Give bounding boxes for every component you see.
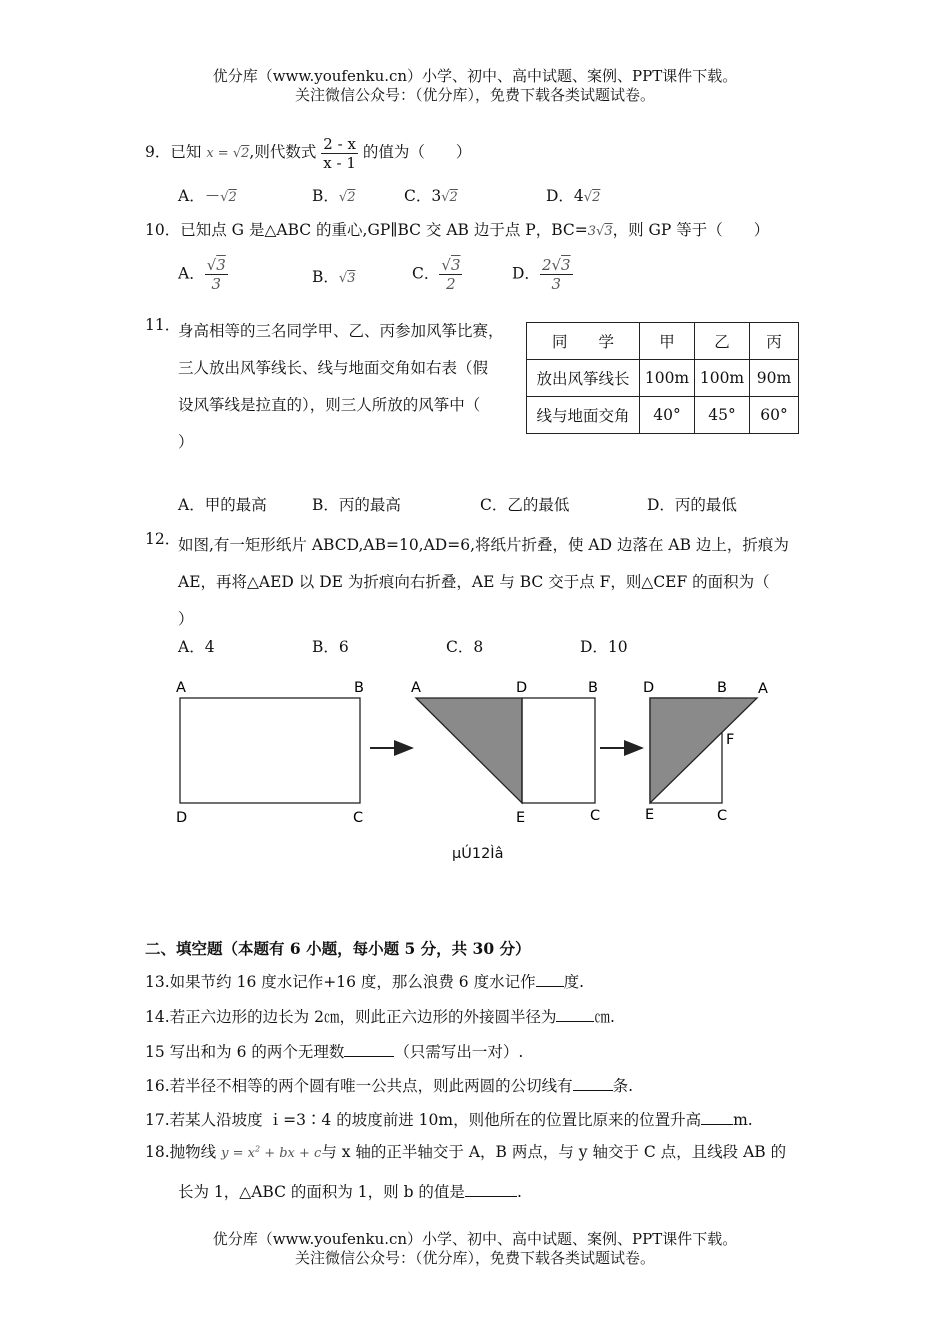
fig1-label-a: A [176, 680, 186, 696]
q18-expression: $y = x^2$ + bx + c [221, 1144, 322, 1161]
fig1-rectangle [180, 698, 360, 803]
q9-condition: x = √2 [206, 146, 250, 161]
q9-option-a[interactable]: A．－√2 [178, 187, 237, 205]
q12-option-d[interactable]: D．10 [580, 638, 628, 656]
q10-option-a[interactable]: A． $\frac{√3}{3}$ [178, 256, 226, 293]
q9-fraction: $\frac{2 - x}{x - 1}$ [323, 134, 356, 172]
q10-text: 已知点 G 是△ABC 的重心,GP∥BC 交 AB 边于点 P，BC= [180, 221, 588, 239]
table-cell: 100m [640, 360, 695, 397]
table-header-row [527, 323, 799, 360]
header-line-2: 关注微信公众号：（优分库），免费下载各类试题试卷。 [294, 86, 655, 104]
q18-answer-blank[interactable] [465, 1182, 517, 1197]
fig1-label-b: B [354, 680, 364, 696]
question-18: 18.抛物线 $y = x^2$ + bx + c与 x 轴的正半轴交于 A，B 两点，与 y 轴交于 C 点，且线段 AB 的 [145, 1143, 787, 1161]
q12-text: 如图,有一矩形纸片 ABCD,AB=10,AD=6,将纸片折叠，使 AD 边落在 AB 边上，折痕为 AE，再将△AED 以 DE 为折痕向右折叠，AE 与 BC 交于点 F，则△CEF 的面积为（ ） [178, 536, 789, 628]
fig2-rectangle [522, 698, 595, 803]
table-cell: 40° [640, 397, 695, 434]
question-13: 13.如果节约 16 度水记作+16 度，那么浪费 6 度水记作 度. [145, 973, 585, 991]
q11-option-b[interactable]: B．丙的最高 [312, 496, 401, 514]
q9-mid: ,则代数式 [249, 143, 317, 161]
q9-number: 9． [145, 143, 171, 161]
fig3-label-a: A [758, 681, 768, 697]
table-header-cell: 甲 [640, 323, 695, 360]
fig2-shaded-triangle [416, 698, 522, 803]
page-footer [0, 1230, 950, 1268]
q14-answer-blank[interactable] [556, 1007, 594, 1022]
table-row [527, 397, 799, 434]
q12-figure [0, 670, 950, 870]
q11-option-c[interactable]: C．乙的最低 [480, 496, 570, 514]
footer-line-2: 关注微信公众号：（优分库），免费下载各类试题试卷。 [294, 1249, 655, 1267]
page-header [0, 67, 950, 105]
fig2-label-a: A [411, 680, 421, 696]
table-cell: 100m [695, 360, 750, 397]
q10-option-b[interactable]: B．√3 [312, 268, 356, 286]
q9-option-d[interactable]: D．4√2 [546, 187, 601, 205]
footer-line-1: 优分库（www.youfenku.cn）小学、初中、高中试题、案例、PPT课件下载。 [212, 1230, 738, 1248]
fig1-label-d: D [176, 810, 188, 826]
q9-post: 的值为（ ） [362, 143, 472, 161]
q11-option-d[interactable]: D．丙的最低 [647, 496, 737, 514]
fig3-label-f: F [726, 732, 735, 748]
q15-answer-blank[interactable] [344, 1042, 394, 1057]
fig3-label-b: B [717, 680, 727, 696]
question-15: 15 写出和为 6 的两个无理数 （只需写出一对）. [145, 1043, 524, 1061]
q12-option-c[interactable]: C．8 [446, 638, 484, 656]
figure-caption: µÚ12Ìâ [452, 846, 504, 862]
table-header-cell: 同 学 [527, 323, 640, 360]
q10-option-d[interactable]: D． $\frac{2√3}{3}$ [512, 256, 571, 293]
q17-answer-blank[interactable] [701, 1110, 733, 1125]
question-18-line-2: 长为 1，△ABC 的面积为 1，则 b 的值是 . [178, 1183, 522, 1201]
header-line-1: 优分库（www.youfenku.cn）小学、初中、高中试题、案例、PPT课件下载。 [212, 67, 738, 85]
fig1-label-c: C [353, 810, 364, 826]
q11-table [526, 322, 799, 434]
q9-option-b[interactable]: B．√2 [312, 187, 356, 205]
fig3-shaded-triangle [650, 698, 757, 803]
table-header-cell: 乙 [695, 323, 750, 360]
table-header-cell: 丙 [750, 323, 799, 360]
question-16: 16.若半径不相等的两个圆有唯一公共点，则此两圆的公切线有 条. [145, 1077, 634, 1095]
table-cell: 45° [695, 397, 750, 434]
q11-option-a[interactable]: A．甲的最高 [178, 496, 267, 514]
q12-number: 12． [145, 530, 181, 548]
fig3-label-d: D [643, 680, 655, 696]
q11-number: 11． [145, 316, 181, 334]
fig3-label-e: E [645, 807, 655, 823]
q12-option-b[interactable]: B．6 [312, 638, 349, 656]
q9-option-c[interactable]: C．3√2 [404, 187, 458, 205]
fig2-label-b: B [588, 680, 598, 696]
q12-option-a[interactable]: A．4 [178, 638, 215, 656]
question-10 [145, 218, 769, 240]
table-cell: 线与地面交角 [527, 397, 640, 434]
q9-pre: 已知 [170, 143, 202, 161]
question-14: 14.若正六边形的边长为 2㎝，则此正六边形的外接圆半径为 ㎝. [145, 1008, 615, 1026]
fig3-label-c: C [717, 808, 728, 824]
table-row [527, 360, 799, 397]
q10-option-c[interactable]: C． $\frac{√3}{2}$ [412, 256, 461, 293]
q16-answer-blank[interactable] [573, 1076, 613, 1091]
q11-text: 身高相等的三名同学甲、乙、丙参加风筝比赛， 三人放出风筝线长、线与地面交角如右表（假 设风筝线是拉直的），则三人所放的风筝中（ ） [178, 322, 504, 451]
question-9 [145, 134, 471, 172]
q13-answer-blank[interactable] [536, 972, 564, 987]
table-cell: 90m [750, 360, 799, 397]
section-2-title: 二、填空题（本题有 6 小题，每小题 5 分，共 30 分） [145, 939, 531, 958]
q10-post: ，则 GP 等于（ ） [612, 221, 770, 239]
table-cell: 60° [750, 397, 799, 434]
q10-number: 10． [145, 221, 181, 239]
question-17: 17.若某人沿坡度 ｉ=3∶4 的坡度前进 10m，则他所在的位置比原来的位置升高 m. [145, 1111, 753, 1129]
fig2-label-c: C [590, 808, 601, 824]
fig2-label-e: E [516, 810, 526, 826]
table-cell: 放出风筝线长 [527, 360, 640, 397]
q10-bc-value: 3√3 [587, 224, 613, 239]
fig2-label-d: D [516, 680, 528, 696]
